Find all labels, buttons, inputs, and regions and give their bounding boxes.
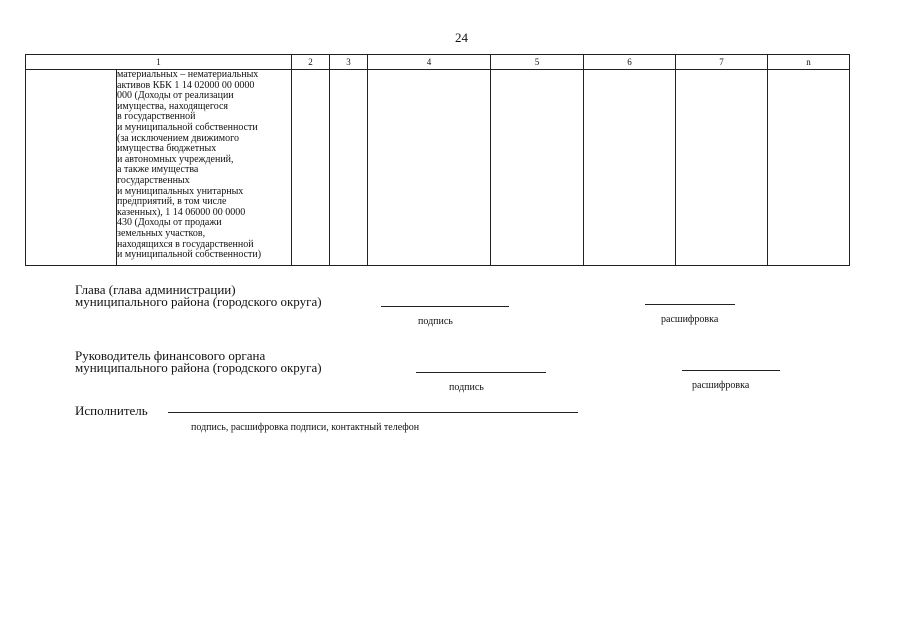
finance-title: [75, 350, 322, 374]
executor-label: Исполнитель: [75, 403, 148, 418]
column-header-6: 6: [584, 55, 676, 70]
description-line: казенных), 1 14 06000 00 0000: [117, 206, 246, 218]
description-line: 430 (Доходы от продажи: [117, 217, 222, 229]
head-decoding-caption: расшифровка: [661, 314, 719, 325]
finance-title-line2: муниципального района (городского округа): [75, 360, 322, 375]
description-line: а также имущества: [117, 164, 199, 176]
table-cell-6: [584, 70, 676, 266]
column-header-1: 1: [26, 55, 292, 70]
description-line: находящихся в государственной: [117, 238, 254, 250]
table-cell-n: [768, 70, 850, 266]
column-header-n: n: [768, 55, 850, 70]
table-row: [26, 70, 850, 266]
description-line: материальных – нематериальных: [117, 69, 259, 80]
description-line: предприятий, в том числе: [117, 196, 227, 208]
executor-line: [168, 412, 578, 413]
table-cell-7: [676, 70, 768, 266]
description-line: 000 (Доходы от реализации: [117, 90, 234, 102]
description-line: активов КБК 1 14 02000 00 0000: [117, 79, 255, 91]
description-line: и муниципальных унитарных: [117, 185, 244, 197]
description-line: и автономных учреждений,: [117, 153, 234, 165]
table-header-row: [26, 55, 850, 70]
report-table: [25, 54, 850, 266]
column-header-4: 4: [368, 55, 491, 70]
head-decoding-line: [645, 304, 735, 305]
description-line: (за исключением движимого: [117, 132, 239, 144]
table-cell-2: [292, 70, 330, 266]
column-header-5: 5: [491, 55, 584, 70]
table-cell-5: [491, 70, 584, 266]
description-line: в государственной: [117, 111, 196, 123]
column-header-7: 7: [676, 55, 768, 70]
page-number: 24: [455, 30, 468, 45]
table-cell-blank: [26, 70, 117, 266]
column-header-3: 3: [330, 55, 368, 70]
finance-signature-caption: подпись: [449, 382, 484, 393]
head-signature-caption: подпись: [418, 316, 453, 327]
description-line: имущества бюджетных: [117, 143, 217, 155]
executor-caption: подпись, расшифровка подписи, контактный телефон: [191, 422, 420, 433]
table-cell-3: [330, 70, 368, 266]
finance-title-line1: Руководитель финансового органа: [75, 348, 266, 363]
description-line: государственных: [117, 174, 190, 186]
head-title-line2: муниципального района (городского округа): [75, 294, 322, 309]
head-signature-line: [381, 306, 509, 307]
description-line: и муниципальной собственности: [117, 121, 258, 133]
table-cell-4: [368, 70, 491, 266]
description-line: земельных участков,: [117, 227, 206, 239]
finance-decoding-caption: расшифровка: [692, 380, 750, 391]
description-cell: [117, 70, 292, 266]
description-line: и муниципальной собственности): [117, 249, 262, 261]
head-title: [75, 284, 322, 308]
finance-signature-line: [416, 372, 546, 373]
column-header-2: 2: [292, 55, 330, 70]
head-title-line1: Глава (глава администрации): [75, 282, 236, 297]
description-line: имущества, находящегося: [117, 100, 228, 112]
finance-decoding-line: [682, 370, 780, 371]
